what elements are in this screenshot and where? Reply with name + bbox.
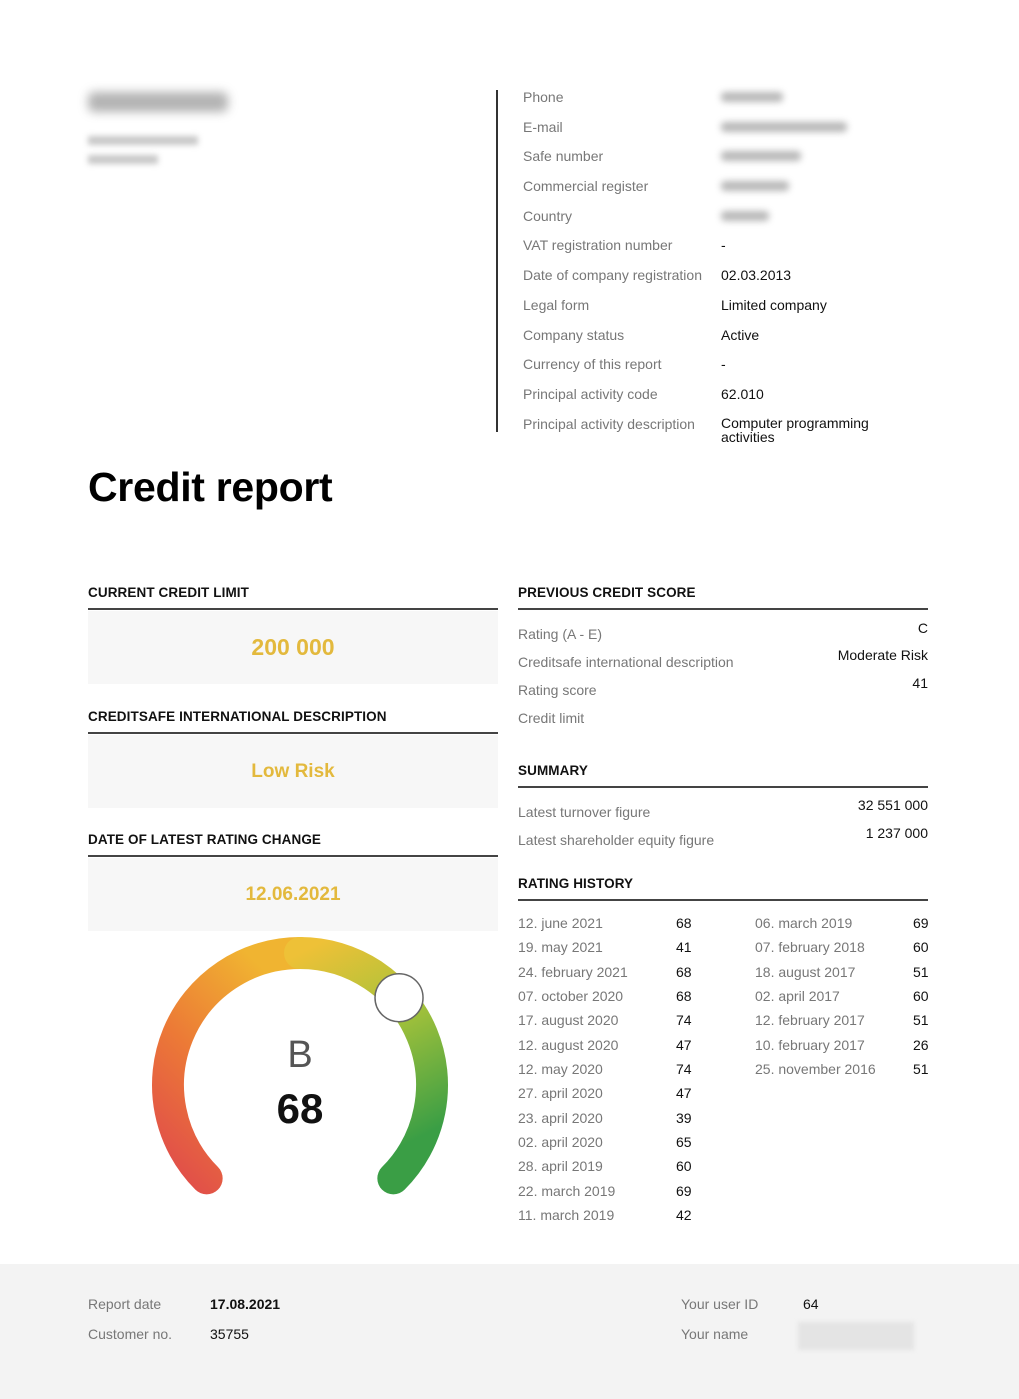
summary-table bbox=[518, 797, 928, 857]
rating-history-row bbox=[755, 964, 930, 988]
section-divider bbox=[88, 608, 498, 610]
info-value: 02.03.2013 bbox=[721, 267, 792, 284]
rating-history-date: 19. may 2021 bbox=[518, 939, 603, 956]
previous-credit-score-heading: PREVIOUS CREDIT SCORE bbox=[518, 585, 696, 600]
your-name-label: Your name bbox=[681, 1326, 749, 1342]
rating-history-row bbox=[755, 1037, 930, 1061]
rating-history-date: 25. november 2016 bbox=[755, 1061, 876, 1078]
page-title: Credit report bbox=[88, 464, 333, 510]
info-key: Phone bbox=[523, 89, 564, 105]
section-divider bbox=[88, 732, 498, 734]
international-description-value: Low Risk bbox=[88, 735, 498, 808]
rating-history-row bbox=[518, 988, 693, 1012]
rating-history-score: 51 bbox=[913, 1012, 929, 1029]
rating-history-date: 28. april 2019 bbox=[518, 1158, 603, 1175]
info-row bbox=[523, 297, 943, 327]
company-address-redacted bbox=[88, 136, 198, 145]
your-name-redacted bbox=[798, 1322, 914, 1350]
rating-history-row bbox=[518, 1134, 693, 1158]
rating-history-score: 60 bbox=[913, 988, 929, 1005]
latest-rating-change-heading: DATE OF LATEST RATING CHANGE bbox=[88, 832, 322, 847]
kv-label: Rating score bbox=[518, 682, 597, 698]
info-key: Commercial register bbox=[523, 178, 649, 195]
rating-history-heading: RATING HISTORY bbox=[518, 876, 634, 891]
latest-rating-change-value: 12.06.2021 bbox=[88, 858, 498, 931]
rating-history-row bbox=[518, 1207, 693, 1231]
rating-history-row bbox=[518, 1012, 693, 1036]
kv-value: C bbox=[917, 620, 928, 636]
rating-history-row bbox=[518, 915, 693, 939]
kv-label: Rating (A - E) bbox=[518, 626, 603, 642]
rating-history-score: 68 bbox=[676, 988, 692, 1005]
redacted-value bbox=[721, 151, 801, 161]
rating-history-date: 12. may 2020 bbox=[518, 1061, 603, 1078]
rating-history-score: 65 bbox=[676, 1134, 692, 1151]
rating-history-score: 47 bbox=[676, 1036, 692, 1053]
rating-history-row bbox=[518, 939, 693, 963]
current-credit-limit-heading: CURRENT CREDIT LIMIT bbox=[88, 585, 249, 600]
rating-history-row bbox=[755, 1012, 930, 1036]
international-description-heading: CREDITSAFE INTERNATIONAL DESCRIPTION bbox=[88, 709, 387, 724]
previous-credit-score-table bbox=[518, 620, 928, 730]
rating-history-score: 41 bbox=[676, 939, 692, 956]
info-value bbox=[721, 89, 921, 106]
info-value: Active bbox=[721, 326, 760, 343]
section-divider bbox=[518, 786, 928, 788]
info-row bbox=[523, 386, 943, 416]
rating-history-score: 68 bbox=[676, 963, 692, 980]
gauge-grade: B bbox=[287, 1034, 313, 1076]
report-footer bbox=[0, 1264, 1019, 1399]
info-key: E-mail bbox=[523, 118, 563, 135]
rating-history-column-1 bbox=[518, 915, 693, 1231]
rating-history-date: 02. april 2020 bbox=[518, 1134, 603, 1151]
rating-history-row bbox=[518, 1183, 693, 1207]
info-value bbox=[721, 208, 921, 225]
rating-history-score: 74 bbox=[676, 1061, 692, 1078]
rating-history-score: 60 bbox=[913, 939, 929, 956]
rating-history-row bbox=[755, 988, 930, 1012]
info-row bbox=[523, 237, 943, 267]
company-info-table bbox=[523, 89, 943, 445]
info-value: - bbox=[721, 356, 726, 373]
info-row bbox=[523, 89, 943, 119]
rating-history-row bbox=[518, 964, 693, 988]
rating-history-row bbox=[518, 1037, 693, 1061]
company-header bbox=[88, 92, 248, 164]
redacted-value bbox=[721, 211, 769, 221]
rating-history-score: 39 bbox=[676, 1109, 692, 1126]
header-divider bbox=[496, 90, 498, 432]
company-city-redacted bbox=[88, 155, 158, 164]
rating-history-date: 23. april 2020 bbox=[518, 1109, 603, 1126]
section-divider bbox=[518, 608, 928, 610]
redacted-value bbox=[721, 122, 847, 132]
rating-history-score: 42 bbox=[676, 1207, 692, 1224]
info-key: Principal activity description bbox=[523, 415, 695, 432]
rating-history-row bbox=[755, 915, 930, 939]
info-row bbox=[523, 119, 943, 149]
info-row bbox=[523, 327, 943, 357]
info-row bbox=[523, 416, 943, 446]
redacted-value bbox=[721, 181, 789, 191]
rating-history-row bbox=[518, 1061, 693, 1085]
rating-history-score: 26 bbox=[913, 1036, 929, 1053]
summary-heading: SUMMARY bbox=[518, 763, 588, 778]
rating-history-row bbox=[755, 939, 930, 963]
kv-value: Moderate Risk bbox=[837, 647, 928, 663]
info-key: Company status bbox=[523, 326, 625, 343]
info-value: Limited company bbox=[721, 296, 827, 313]
info-value: - bbox=[721, 237, 726, 254]
rating-history-date: 24. february 2021 bbox=[518, 963, 628, 980]
info-row bbox=[523, 356, 943, 386]
rating-history-date: 06. march 2019 bbox=[755, 915, 853, 931]
rating-history-score: 74 bbox=[676, 1012, 692, 1029]
info-value: 62.010 bbox=[721, 385, 764, 402]
info-key: Currency of this report bbox=[523, 356, 662, 373]
rating-history-score: 60 bbox=[676, 1158, 692, 1175]
info-value bbox=[721, 119, 921, 136]
rating-history-score: 69 bbox=[676, 1182, 692, 1199]
kv-label: Creditsafe international description bbox=[518, 654, 734, 670]
redacted-value bbox=[721, 92, 783, 102]
customer-no-label: Customer no. bbox=[88, 1326, 173, 1342]
rating-history-date: 07. february 2018 bbox=[755, 939, 865, 956]
info-key: Safe number bbox=[523, 148, 604, 165]
report-date-label: Report date bbox=[88, 1296, 162, 1312]
kv-label: Credit limit bbox=[518, 710, 585, 726]
info-value bbox=[721, 416, 921, 444]
info-row bbox=[523, 148, 943, 178]
info-value-line: Computer programming bbox=[721, 414, 869, 431]
gauge-indicator-knob bbox=[375, 974, 423, 1022]
current-credit-limit-value: 200 000 bbox=[88, 611, 498, 684]
rating-history-date: 12. august 2020 bbox=[518, 1036, 619, 1053]
rating-history-date: 18. august 2017 bbox=[755, 963, 856, 980]
rating-history-date: 12. june 2021 bbox=[518, 915, 603, 931]
kv-value: 1 237 000 bbox=[865, 825, 928, 841]
kv-value: 41 bbox=[912, 675, 928, 691]
kv-label: Latest shareholder equity figure bbox=[518, 832, 715, 848]
rating-history-date: 22. march 2019 bbox=[518, 1182, 616, 1199]
user-id-label: Your user ID bbox=[681, 1296, 759, 1312]
info-row bbox=[523, 208, 943, 238]
report-date-value: 17.08.2021 bbox=[210, 1296, 281, 1312]
rating-history-score: 47 bbox=[676, 1085, 692, 1102]
rating-history-date: 07. october 2020 bbox=[518, 988, 624, 1005]
info-value bbox=[721, 178, 921, 195]
rating-history-date: 17. august 2020 bbox=[518, 1012, 619, 1029]
section-divider bbox=[88, 855, 498, 857]
rating-history-date: 11. march 2019 bbox=[518, 1207, 615, 1224]
kv-value: 32 551 000 bbox=[857, 797, 928, 813]
kv-label: Latest turnover figure bbox=[518, 804, 651, 820]
rating-history-date: 02. april 2017 bbox=[755, 988, 840, 1005]
rating-history-date: 27. april 2020 bbox=[518, 1085, 603, 1102]
info-value-line: activities bbox=[721, 428, 775, 445]
company-name-redacted bbox=[88, 92, 228, 112]
rating-history-row bbox=[518, 1110, 693, 1134]
info-key: VAT registration number bbox=[523, 237, 673, 254]
rating-history-score: 51 bbox=[913, 963, 929, 980]
rating-history-date: 12. february 2017 bbox=[755, 1012, 865, 1029]
info-row bbox=[523, 267, 943, 297]
info-key: Country bbox=[523, 207, 573, 224]
rating-history-column-2 bbox=[755, 915, 930, 1085]
info-key: Legal form bbox=[523, 296, 590, 313]
rating-history-date: 10. february 2017 bbox=[755, 1036, 865, 1053]
info-value bbox=[721, 148, 921, 165]
gauge-score: 68 bbox=[276, 1085, 324, 1132]
info-key: Date of company registration bbox=[523, 267, 702, 284]
section-divider bbox=[518, 899, 928, 901]
rating-history-score: 51 bbox=[913, 1061, 929, 1078]
rating-history-score: 69 bbox=[913, 915, 929, 931]
rating-history-row bbox=[518, 1085, 693, 1109]
info-row bbox=[523, 178, 943, 208]
info-key: Principal activity code bbox=[523, 385, 658, 402]
user-id-value: 64 bbox=[803, 1296, 819, 1312]
rating-history-row bbox=[518, 1158, 693, 1182]
rating-history-score: 68 bbox=[676, 915, 692, 931]
customer-no-value: 35755 bbox=[210, 1326, 249, 1342]
rating-history-row bbox=[755, 1061, 930, 1085]
